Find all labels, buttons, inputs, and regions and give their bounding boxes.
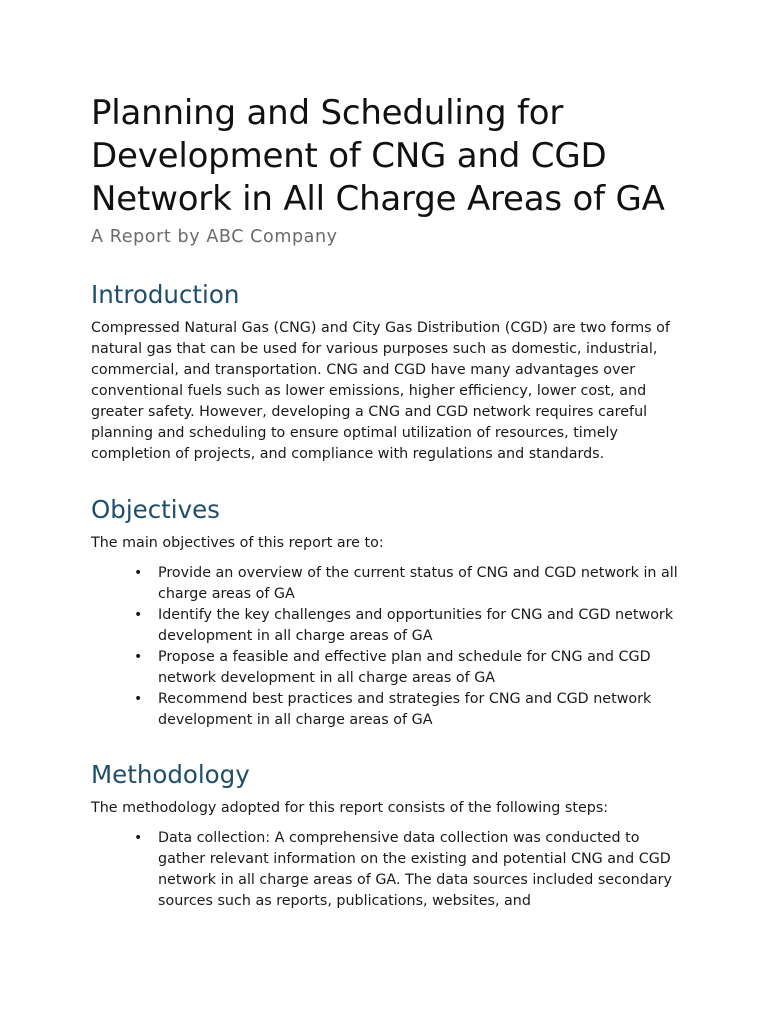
methodology-lead: The methodology adopted for this report consists of the following steps: xyxy=(91,800,609,816)
list-item xyxy=(91,689,686,731)
bullet-icon: • xyxy=(134,565,143,581)
objectives-heading: Objectives xyxy=(91,495,220,524)
list-item-text: Data collection: A comprehensive data collection was conducted to gather relevant information on the existing and potential CNG and CGD network in all charge areas of GA. The data sources included secondary sources such as reports, publications, websites, and xyxy=(158,830,672,909)
introduction-paragraph: Compressed Natural Gas (CNG) and City Gas Distribution (CGD) are two forms of natural gas that can be used for various purposes such as domestic, industrial, commercial, and transportation. CNG and CGD have many advantages over conventional fuels such as lower emissions, higher efficiency, lower cost, and greater safety. However, developing a CNG and CGD network requires careful planning and scheduling to ensure optimal utilization of resources, timely completion of projects, and compliance with regulations and standards. xyxy=(91,320,670,462)
list-item xyxy=(91,563,686,605)
list-item xyxy=(91,647,686,689)
objectives-list xyxy=(91,563,686,731)
list-item xyxy=(91,828,686,912)
document-page xyxy=(91,92,686,912)
list-item-text: Propose a feasible and effective plan and schedule for CNG and CGD network development in all charge areas of GA xyxy=(158,649,651,686)
introduction-section xyxy=(91,280,686,465)
introduction-heading: Introduction xyxy=(91,280,240,309)
bullet-icon: • xyxy=(134,649,143,665)
methodology-list xyxy=(91,828,686,912)
list-item-text: Recommend best practices and strategies for CNG and CGD network development in all charge areas of GA xyxy=(158,691,652,728)
page-title: Planning and Scheduling for Development of CNG and CGD Network in All Charge Areas of GA xyxy=(91,93,665,219)
page-subtitle: A Report by ABC Company xyxy=(91,227,338,247)
bullet-icon: • xyxy=(134,830,143,846)
bullet-icon: • xyxy=(134,607,143,623)
bullet-icon: • xyxy=(134,691,143,707)
objectives-lead: The main objectives of this report are to: xyxy=(91,535,384,551)
methodology-section xyxy=(91,760,686,912)
list-item xyxy=(91,605,686,647)
methodology-heading: Methodology xyxy=(91,760,250,789)
list-item-text: Provide an overview of the current status of CNG and CGD network in all charge areas of GA xyxy=(158,565,678,602)
list-item-text: Identify the key challenges and opportunities for CNG and CGD network development in all charge areas of GA xyxy=(158,607,674,644)
objectives-section xyxy=(91,495,686,731)
